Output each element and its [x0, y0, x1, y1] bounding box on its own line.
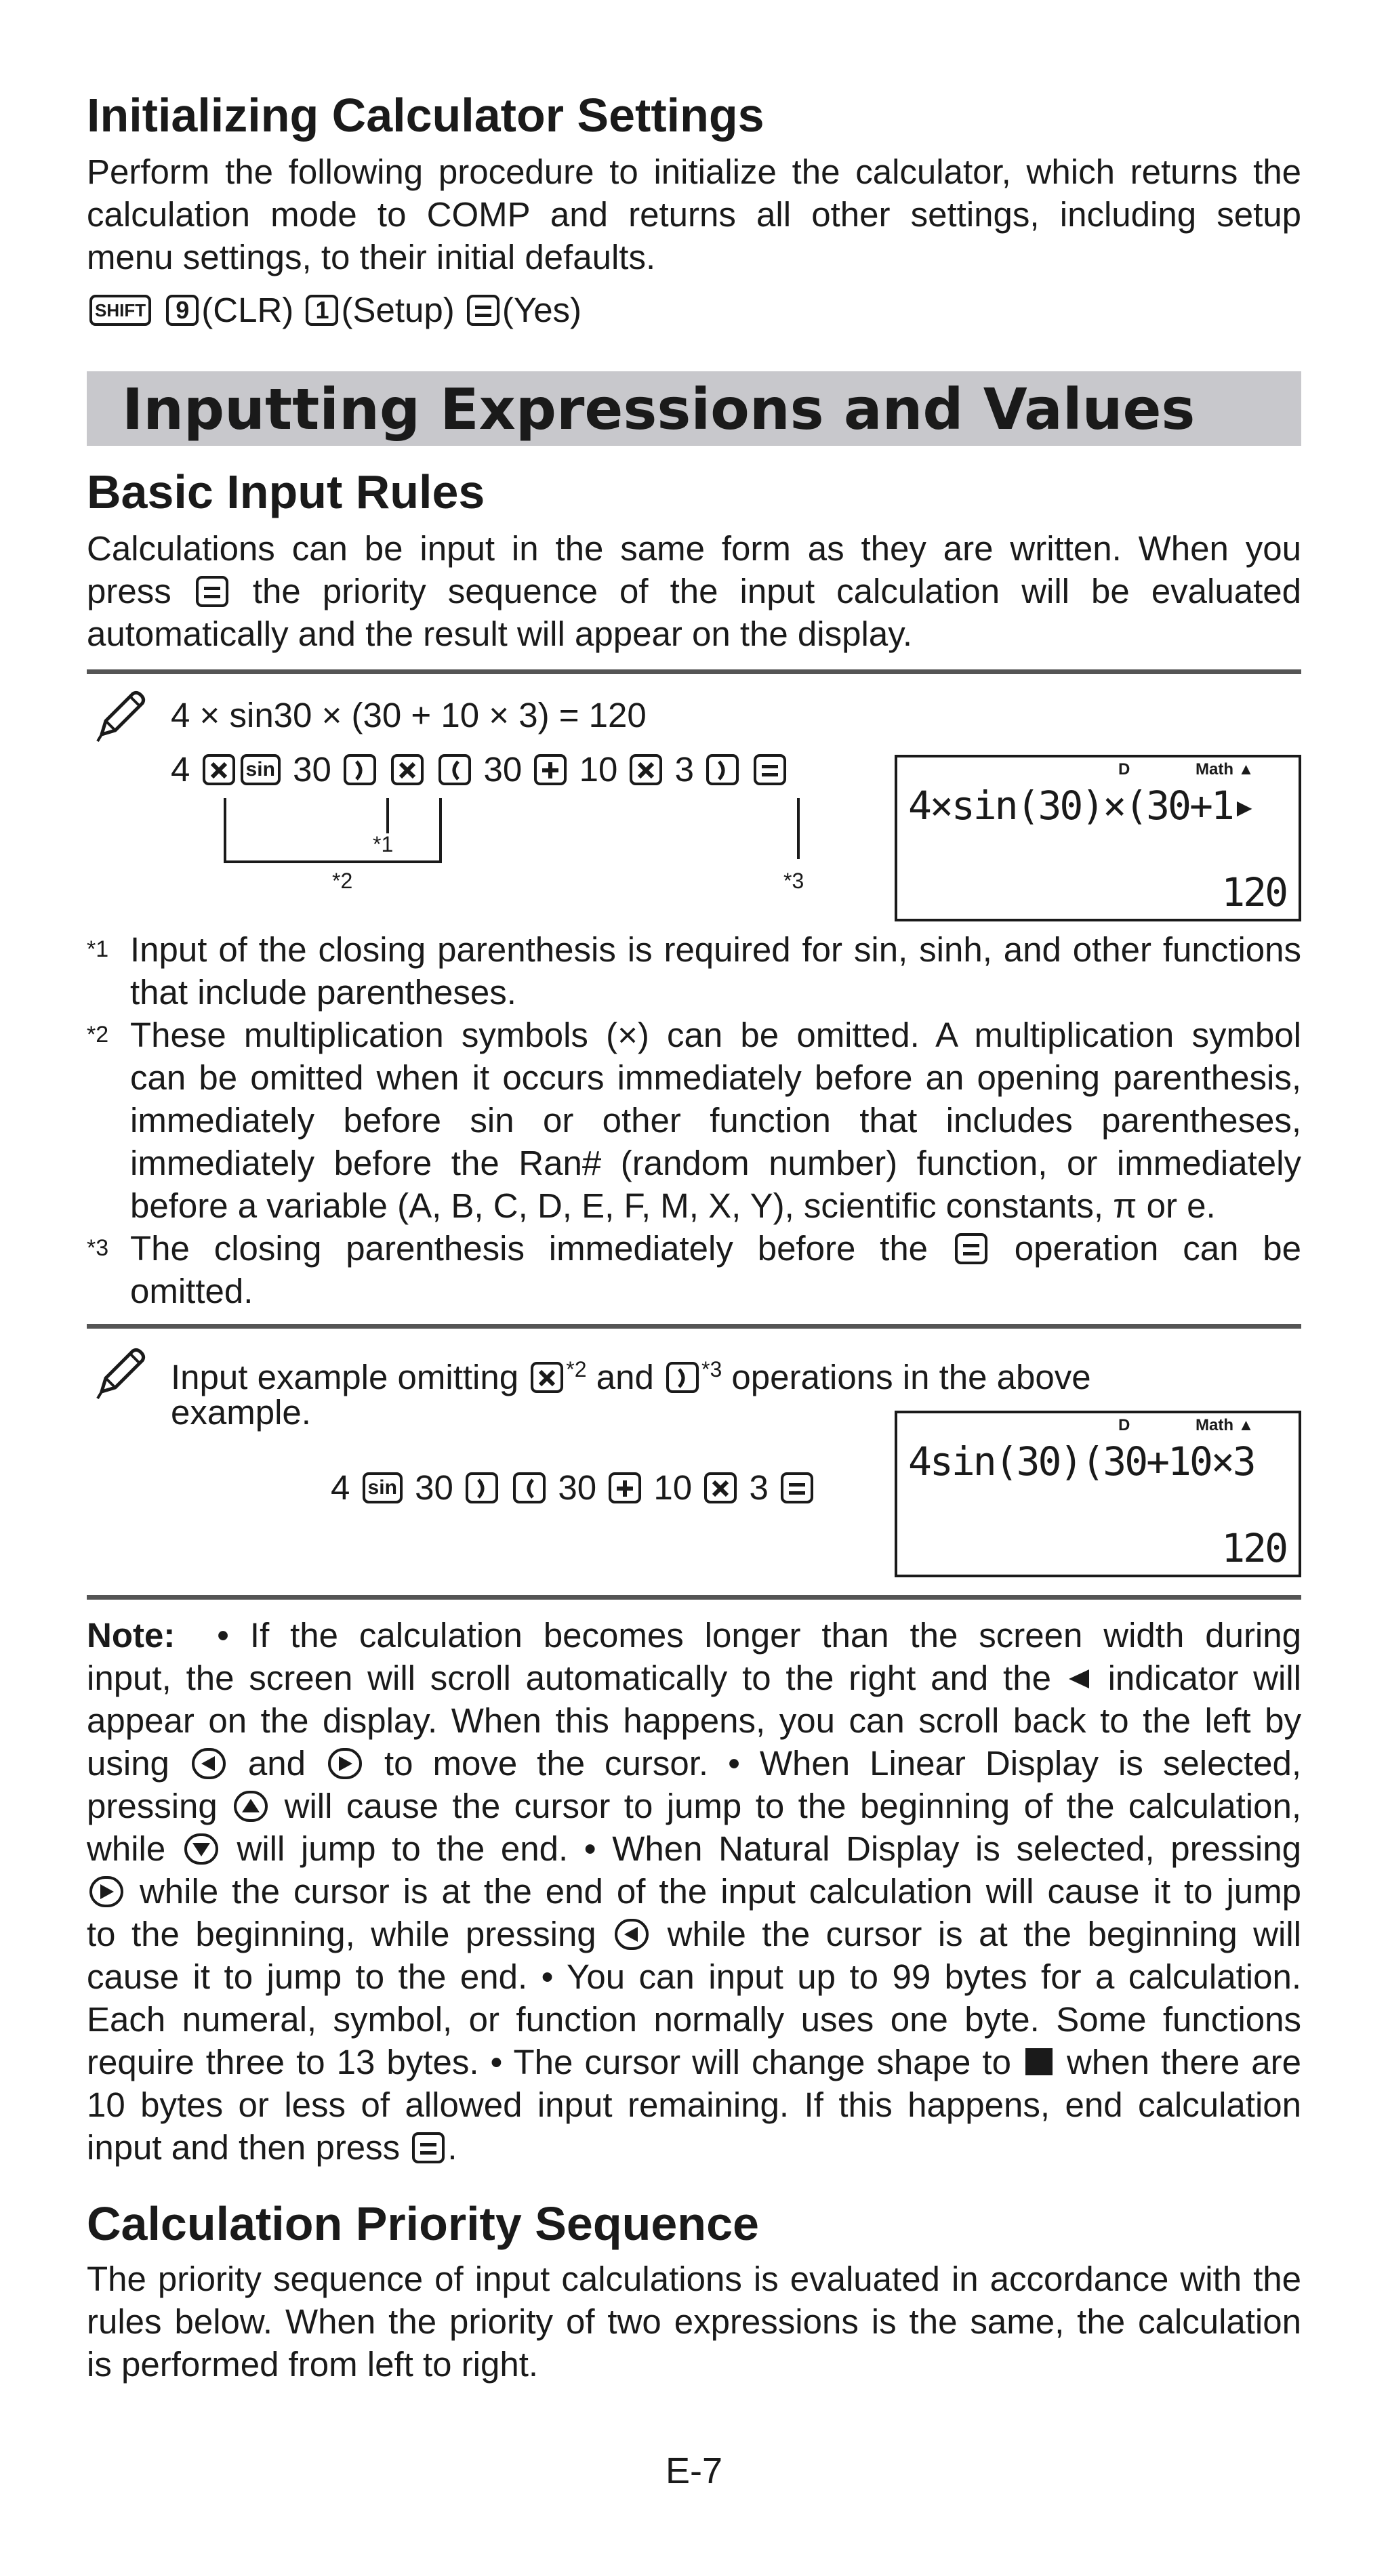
number-30: 30: [293, 750, 331, 789]
chapter-band: [87, 371, 1301, 446]
equals-key-icon: [412, 2132, 445, 2163]
clr-label: (CLR): [201, 291, 294, 329]
body-line: The priority sequence of input calculations is evaluated in accordance with the: [87, 2260, 1301, 2298]
chapter-title: Inputting Expressions and Values: [122, 376, 1196, 442]
equals-key-icon: [196, 576, 228, 607]
example2-key-sequence: [331, 1466, 816, 1509]
multiply-key-icon: [531, 1362, 563, 1393]
number-10: 10: [579, 750, 618, 789]
setup-label: (Setup): [341, 291, 455, 329]
note-line: using and to move the cursor. • When Linear Display is selected,: [87, 1744, 1301, 1783]
body-line: menu settings, to their initial defaults.: [87, 238, 656, 276]
footnote-line: omitted.: [130, 1272, 253, 1310]
footnote-line: immediately before sin or other function that includes parentheses,: [130, 1101, 1301, 1140]
lcd-display-2: [895, 1411, 1301, 1577]
close-paren-key-icon: [466, 1472, 498, 1503]
init-key-sequence: [87, 289, 581, 331]
example2-line1: Input example omitting $^{*2}$ and $^{*3}$ operations in the above: [171, 1357, 1091, 1396]
multiply-key-icon: [203, 754, 235, 785]
equals-key-icon: [781, 1472, 813, 1503]
pencil-icon: [92, 1344, 149, 1401]
section-title-basic-input: Basic Input Rules: [87, 465, 485, 518]
note-line: while will jump to the end. • When Natural Display is selected, pressing: [87, 1829, 1301, 1868]
section-priority-body: [87, 2258, 1301, 2386]
footnote-line: can be omitted when it occurs immediately before an opening parenthesis,: [130, 1058, 1301, 1097]
note-line: 10 bytes or less of allowed input remaining. If this happens, end calculation: [87, 2085, 1301, 2124]
sin-key: sin: [363, 1472, 403, 1503]
close-paren-key-icon: [666, 1362, 699, 1393]
footnote-marker: *2: [87, 1022, 109, 1047]
math-indicator: Math ▲: [1196, 760, 1254, 778]
lcd-result: 120: [1221, 1525, 1286, 1571]
footnote-marker: *3: [87, 1235, 109, 1261]
close-paren-key-icon: [706, 754, 739, 785]
cursor-left-key-icon: [192, 1748, 226, 1779]
cursor-right-key-icon: [328, 1748, 362, 1779]
note-line: Note: • If the calculation becomes longer than the screen width during: [87, 1616, 1301, 1655]
number-30: 30: [415, 1468, 453, 1507]
marker-1: *1: [373, 832, 394, 856]
footnote-line: immediately before the Ran# (random number) function, or immediately: [130, 1144, 1301, 1182]
multiply-key-icon: [704, 1472, 737, 1503]
footnote-line: These multiplication symbols (×) can be omitted. A multiplication symbol: [130, 1016, 1301, 1054]
note-line: while the cursor is at the end of the input calculation will cause it to jump: [87, 1870, 1301, 1913]
lcd-expression: 4×sin(30)×(30+1▸: [908, 783, 1254, 829]
open-paren-key-icon: [438, 754, 471, 785]
section-basic-input-body: [87, 527, 1301, 655]
multiply-key-icon: [391, 754, 424, 785]
pointer-3: [797, 798, 800, 859]
divider: [87, 1324, 1301, 1329]
key-1: 1: [306, 295, 338, 326]
lcd-expression: 4sin(30)(30+10×3: [908, 1438, 1254, 1484]
number-10: 10: [653, 1468, 693, 1507]
divider: [87, 1595, 1301, 1600]
divider: [87, 669, 1301, 674]
left-triangle-icon: [1066, 1667, 1093, 1690]
footnote-marker: *1: [87, 936, 109, 962]
body-line: calculation mode to COMP and returns all other settings, including setup: [87, 195, 1301, 234]
footnote-2: [87, 1014, 1301, 1227]
footnote-line: The closing parenthesis immediately before the operation can be: [130, 1229, 1302, 1268]
number-30: 30: [483, 750, 523, 789]
equals-key-icon: [955, 1233, 987, 1264]
number-30: 30: [558, 1468, 597, 1507]
body-line: is performed from left to right.: [87, 2345, 539, 2384]
digit-3: 3: [674, 750, 695, 789]
lcd-display-1: [895, 755, 1301, 921]
footnote-line: that include parentheses.: [130, 973, 516, 1012]
note-line: Each numeral, symbol, or function normally uses one byte. Some functions: [87, 2000, 1301, 2039]
plus-key-icon: [609, 1472, 641, 1503]
sin-key: sin: [241, 754, 281, 785]
footnote-line: Input of the closing parenthesis is required for sin, sinh, and other functions: [130, 930, 1301, 969]
bracket-left: [224, 798, 226, 863]
note-line: pressing will cause the cursor to jump to the beginning of the calculation,: [87, 1787, 1301, 1825]
digit-3: 3: [749, 1468, 769, 1507]
bracket-bottom: [224, 860, 442, 863]
lcd-result: 120: [1221, 869, 1286, 915]
math-indicator: Math ▲: [1196, 1416, 1254, 1434]
note-block: [87, 1614, 1301, 2169]
cursor-up-key-icon: [234, 1791, 268, 1822]
pointer-1: [386, 798, 389, 833]
note-line: cause it to jump to the end. • You can input up to 99 bytes for a calculation.: [87, 1957, 1301, 1996]
bracket-right: [439, 798, 442, 863]
cursor-left-key-icon: [615, 1919, 649, 1950]
close-paren-key-icon: [344, 754, 376, 785]
equals-key-icon: [467, 295, 499, 326]
degree-indicator: D: [1118, 1416, 1130, 1434]
footnote-line: before a variable (A, B, C, D, E, F, M, X, Y), scientific constants, π or e.: [130, 1186, 1216, 1225]
body-line: automatically and the result will appear on the display.: [87, 615, 913, 653]
note-line: input and then press .: [87, 2128, 457, 2167]
example2-line2: example.: [171, 1393, 311, 1432]
digit-4: 4: [331, 1468, 350, 1507]
page-number: E-7: [665, 2451, 723, 2491]
cursor-right-key-icon: [89, 1876, 123, 1907]
body-line: Perform the following procedure to initialize the calculator, which returns the: [87, 152, 1301, 191]
body-line: Calculations can be input in the same form as they are written. When you: [87, 529, 1301, 568]
digit-4: 4: [171, 750, 190, 789]
pencil-icon: [92, 687, 149, 744]
example1-key-sequence: [171, 748, 789, 791]
section-title-priority: Calculation Priority Sequence: [87, 2197, 759, 2250]
multiply-key-icon: [630, 754, 662, 785]
plus-key-icon: [534, 754, 567, 785]
note-line: appear on the display. When this happens, you can scroll back to the left by: [87, 1701, 1301, 1740]
section-initializing-body: [87, 150, 1301, 278]
section-title-initializing: Initializing Calculator Settings: [87, 89, 764, 142]
example1-formula: 4 × sin30 × (30 + 10 × 3) = 120: [171, 696, 647, 734]
body-line: press the priority sequence of the input calculation will be evaluated: [87, 572, 1301, 610]
key-9: 9: [166, 295, 199, 326]
note-line: input, the screen will scroll automatically to the right and the indicator will: [87, 1659, 1301, 1697]
degree-indicator: D: [1118, 760, 1130, 778]
footnote-3: [87, 1227, 1301, 1312]
note-line: to the beginning, while pressing while the cursor is at the beginning will: [87, 1915, 1301, 1953]
note-line: require three to 13 bytes. • The cursor will change shape to when there are: [87, 2043, 1302, 2081]
open-paren-key-icon: [513, 1472, 546, 1503]
marker-2: *2: [332, 869, 353, 893]
body-line: rules below. When the priority of two expressions is the same, the calculation: [87, 2302, 1301, 2341]
footnote-1: [87, 928, 1301, 1014]
equals-key-icon: [754, 754, 786, 785]
cursor-block-icon: [1025, 2048, 1053, 2075]
shift-key: SHIFT: [89, 295, 151, 326]
cursor-down-key-icon: [184, 1833, 218, 1865]
yes-label: (Yes): [502, 291, 582, 329]
note-label: Note:: [87, 1616, 176, 1655]
marker-3: *3: [783, 869, 804, 893]
